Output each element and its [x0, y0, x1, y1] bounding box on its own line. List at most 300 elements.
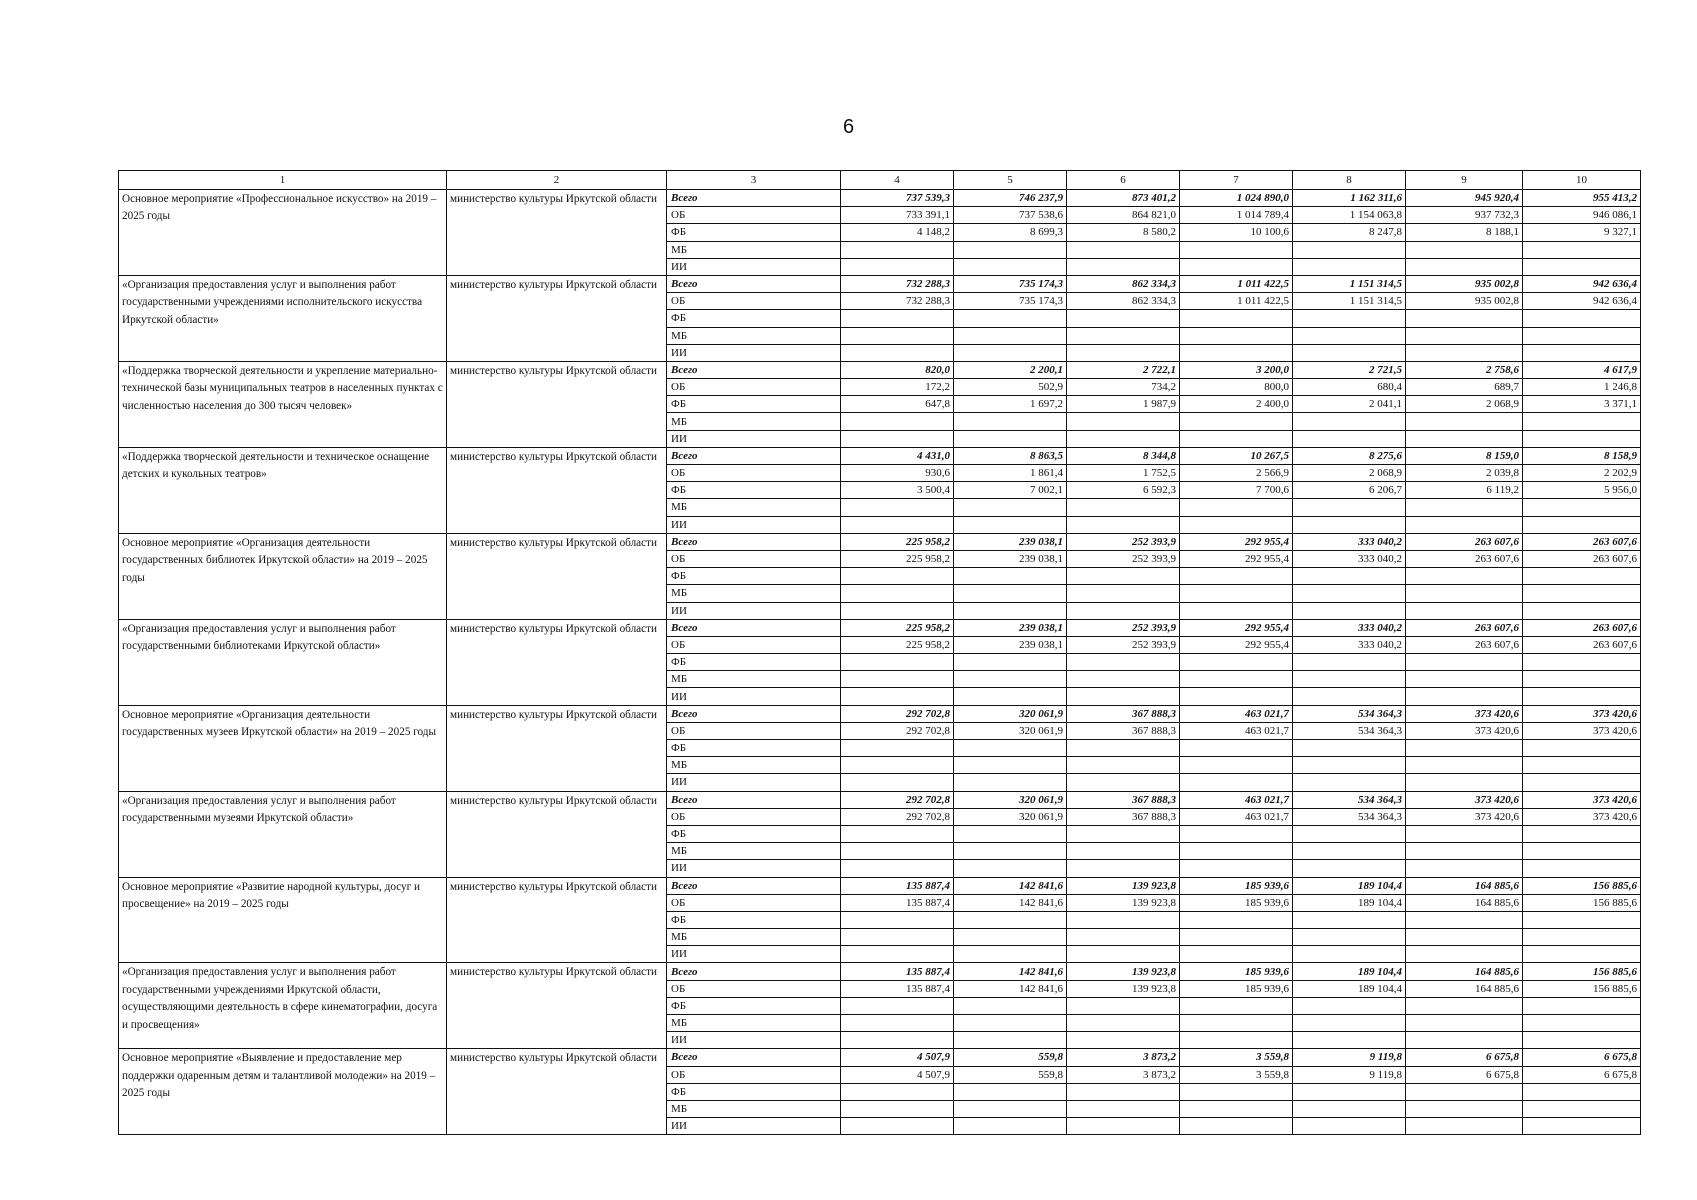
- amount-cell: [1180, 757, 1293, 774]
- amount-cell: [1180, 602, 1293, 619]
- amount-cell: [841, 654, 954, 671]
- amount-cell: 142 841,6: [954, 963, 1067, 980]
- amount-cell: 292 702,8: [841, 791, 954, 808]
- executor: министерство культуры Иркутской области: [447, 963, 667, 1049]
- amount-cell: [1293, 499, 1406, 516]
- amount-cell: 189 104,4: [1293, 877, 1406, 894]
- amount-cell: 1 151 314,5: [1293, 275, 1406, 292]
- amount-cell: 292 702,8: [841, 722, 954, 739]
- table-row: [119, 705, 1641, 722]
- executor: министерство культуры Иркутской области: [447, 447, 667, 533]
- funding-source: ИИ: [667, 688, 841, 705]
- amount-cell: [1293, 774, 1406, 791]
- amount-cell: 534 364,3: [1293, 705, 1406, 722]
- amount-cell: [1293, 310, 1406, 327]
- amount-cell: 4 507,9: [841, 1049, 954, 1066]
- funding-source: ОБ: [667, 894, 841, 911]
- amount-cell: [1180, 843, 1293, 860]
- amount-cell: 9 119,8: [1293, 1049, 1406, 1066]
- amount-cell: 559,8: [954, 1066, 1067, 1083]
- amount-cell: [1293, 258, 1406, 275]
- amount-cell: 734,2: [1067, 379, 1180, 396]
- amount-cell: [954, 430, 1067, 447]
- amount-cell: 2 068,9: [1406, 396, 1523, 413]
- amount-cell: [1406, 1100, 1523, 1117]
- amount-cell: 732 288,3: [841, 293, 954, 310]
- amount-cell: 142 841,6: [954, 980, 1067, 997]
- funding-source: ФБ: [667, 654, 841, 671]
- amount-cell: 733 391,1: [841, 207, 954, 224]
- amount-cell: [841, 911, 954, 928]
- amount-cell: 9 119,8: [1293, 1066, 1406, 1083]
- funding-source: ФБ: [667, 825, 841, 842]
- executor: министерство культуры Иркутской области: [447, 533, 667, 619]
- page-number: 6: [842, 116, 855, 138]
- amount-cell: [1293, 946, 1406, 963]
- amount-cell: 10 267,5: [1180, 447, 1293, 464]
- amount-cell: 4 507,9: [841, 1066, 954, 1083]
- amount-cell: 373 420,6: [1406, 808, 1523, 825]
- amount-cell: [1067, 327, 1180, 344]
- amount-cell: [1523, 327, 1641, 344]
- amount-cell: 6 592,3: [1067, 482, 1180, 499]
- column-number: 9: [1406, 171, 1523, 190]
- amount-cell: [1293, 757, 1406, 774]
- funding-source: ФБ: [667, 568, 841, 585]
- amount-cell: 2 200,1: [954, 361, 1067, 378]
- funding-source: ОБ: [667, 465, 841, 482]
- table-row: [119, 361, 1641, 378]
- amount-cell: [1523, 344, 1641, 361]
- funding-source: МБ: [667, 671, 841, 688]
- amount-cell: 164 885,6: [1406, 980, 1523, 997]
- table-row: [119, 275, 1641, 292]
- amount-cell: [1067, 568, 1180, 585]
- amount-cell: [1067, 602, 1180, 619]
- amount-cell: [1067, 516, 1180, 533]
- amount-cell: 2 202,9: [1523, 465, 1641, 482]
- column-number: 7: [1180, 171, 1293, 190]
- amount-cell: [841, 241, 954, 258]
- amount-cell: [841, 671, 954, 688]
- executor: министерство культуры Иркутской области: [447, 619, 667, 705]
- amount-cell: [1523, 671, 1641, 688]
- amount-cell: [841, 310, 954, 327]
- funding-source: Всего: [667, 1049, 841, 1066]
- amount-cell: [1406, 997, 1523, 1014]
- amount-cell: [1406, 774, 1523, 791]
- amount-cell: 2 721,5: [1293, 361, 1406, 378]
- amount-cell: 2 039,8: [1406, 465, 1523, 482]
- amount-cell: 463 021,7: [1180, 705, 1293, 722]
- funding-source: Всего: [667, 963, 841, 980]
- amount-cell: [1067, 241, 1180, 258]
- amount-cell: 373 420,6: [1406, 705, 1523, 722]
- funding-source: ФБ: [667, 997, 841, 1014]
- amount-cell: [954, 774, 1067, 791]
- amount-cell: [1293, 671, 1406, 688]
- amount-cell: 463 021,7: [1180, 722, 1293, 739]
- amount-cell: 1 024 890,0: [1180, 190, 1293, 207]
- amount-cell: [841, 946, 954, 963]
- amount-cell: 367 888,3: [1067, 705, 1180, 722]
- funding-source: ИИ: [667, 602, 841, 619]
- amount-cell: [1406, 258, 1523, 275]
- amount-cell: [1523, 258, 1641, 275]
- amount-cell: [1523, 516, 1641, 533]
- amount-cell: [954, 499, 1067, 516]
- funding-source: ФБ: [667, 224, 841, 241]
- amount-cell: [1067, 671, 1180, 688]
- funding-source: Всего: [667, 533, 841, 550]
- funding-source: ИИ: [667, 344, 841, 361]
- amount-cell: 239 038,1: [954, 533, 1067, 550]
- amount-cell: 737 539,3: [841, 190, 954, 207]
- amount-cell: [1406, 413, 1523, 430]
- amount-cell: [1523, 825, 1641, 842]
- amount-cell: [1406, 654, 1523, 671]
- amount-cell: 185 939,6: [1180, 963, 1293, 980]
- table-row: [119, 791, 1641, 808]
- amount-cell: [1067, 585, 1180, 602]
- budget-table: [118, 170, 1641, 1135]
- amount-cell: [1180, 825, 1293, 842]
- amount-cell: [1293, 997, 1406, 1014]
- amount-cell: 935 002,8: [1406, 293, 1523, 310]
- amount-cell: 156 885,6: [1523, 894, 1641, 911]
- amount-cell: [1406, 516, 1523, 533]
- amount-cell: 1 987,9: [1067, 396, 1180, 413]
- amount-cell: [841, 585, 954, 602]
- amount-cell: [1067, 1032, 1180, 1049]
- amount-cell: [1293, 860, 1406, 877]
- amount-cell: [1180, 516, 1293, 533]
- measure-name: «Организация предоставления услуг и выполнения работ государственными учреждениями Иркутской области, осуществляющими деятельность в сфере кинематографии, досуга и просвещения»: [119, 963, 447, 1049]
- amount-cell: [841, 740, 954, 757]
- amount-cell: 172,2: [841, 379, 954, 396]
- amount-cell: [1180, 654, 1293, 671]
- amount-cell: [1293, 1118, 1406, 1135]
- amount-cell: [1180, 1015, 1293, 1032]
- amount-cell: 164 885,6: [1406, 877, 1523, 894]
- amount-cell: [1406, 430, 1523, 447]
- amount-cell: [841, 327, 954, 344]
- amount-cell: [1067, 1083, 1180, 1100]
- amount-cell: [1406, 310, 1523, 327]
- amount-cell: 139 923,8: [1067, 894, 1180, 911]
- funding-source: ОБ: [667, 207, 841, 224]
- amount-cell: [1067, 688, 1180, 705]
- amount-cell: 534 364,3: [1293, 791, 1406, 808]
- funding-source: МБ: [667, 929, 841, 946]
- funding-source: ОБ: [667, 722, 841, 739]
- amount-cell: 942 636,4: [1523, 293, 1641, 310]
- funding-source: МБ: [667, 585, 841, 602]
- amount-cell: [1180, 997, 1293, 1014]
- amount-cell: [1523, 1083, 1641, 1100]
- amount-cell: [1406, 671, 1523, 688]
- executor: министерство культуры Иркутской области: [447, 275, 667, 361]
- amount-cell: [1523, 241, 1641, 258]
- amount-cell: [1523, 688, 1641, 705]
- amount-cell: [1293, 843, 1406, 860]
- table-body: [119, 190, 1641, 1135]
- amount-cell: [954, 1015, 1067, 1032]
- amount-cell: [841, 688, 954, 705]
- column-number: 3: [667, 171, 841, 190]
- amount-cell: [1293, 929, 1406, 946]
- funding-source: ИИ: [667, 860, 841, 877]
- amount-cell: [1293, 568, 1406, 585]
- amount-cell: 5 956,0: [1523, 482, 1641, 499]
- amount-cell: [1523, 585, 1641, 602]
- amount-cell: [1180, 241, 1293, 258]
- executor: министерство культуры Иркутской области: [447, 1049, 667, 1135]
- amount-cell: [954, 671, 1067, 688]
- amount-cell: [1180, 774, 1293, 791]
- executor: министерство культуры Иркутской области: [447, 190, 667, 276]
- amount-cell: 292 955,4: [1180, 636, 1293, 653]
- amount-cell: [1180, 911, 1293, 928]
- amount-cell: [1180, 740, 1293, 757]
- funding-source: ФБ: [667, 1083, 841, 1100]
- column-number: 8: [1293, 171, 1406, 190]
- amount-cell: [1067, 430, 1180, 447]
- amount-cell: 8 275,6: [1293, 447, 1406, 464]
- amount-cell: [1523, 929, 1641, 946]
- amount-cell: [1293, 602, 1406, 619]
- amount-cell: [1523, 997, 1641, 1014]
- amount-cell: [954, 654, 1067, 671]
- funding-source: Всего: [667, 877, 841, 894]
- amount-cell: 333 040,2: [1293, 550, 1406, 567]
- amount-cell: 6 675,8: [1406, 1066, 1523, 1083]
- amount-cell: [1067, 757, 1180, 774]
- amount-cell: 373 420,6: [1523, 705, 1641, 722]
- amount-cell: 735 174,3: [954, 275, 1067, 292]
- funding-source: ФБ: [667, 482, 841, 499]
- amount-cell: [841, 1083, 954, 1100]
- amount-cell: [954, 825, 1067, 842]
- amount-cell: 463 021,7: [1180, 808, 1293, 825]
- amount-cell: [1293, 740, 1406, 757]
- amount-cell: 156 885,6: [1523, 877, 1641, 894]
- amount-cell: [954, 568, 1067, 585]
- amount-cell: 252 393,9: [1067, 636, 1180, 653]
- amount-cell: [1180, 585, 1293, 602]
- amount-cell: [954, 1032, 1067, 1049]
- amount-cell: 252 393,9: [1067, 550, 1180, 567]
- amount-cell: 135 887,4: [841, 894, 954, 911]
- amount-cell: [1067, 654, 1180, 671]
- amount-cell: 239 038,1: [954, 550, 1067, 567]
- amount-cell: [1523, 310, 1641, 327]
- amount-cell: 9 327,1: [1523, 224, 1641, 241]
- amount-cell: [1406, 1032, 1523, 1049]
- amount-cell: [1406, 585, 1523, 602]
- amount-cell: [1180, 499, 1293, 516]
- amount-cell: 3 371,1: [1523, 396, 1641, 413]
- amount-cell: [1293, 430, 1406, 447]
- amount-cell: [1067, 860, 1180, 877]
- amount-cell: 735 174,3: [954, 293, 1067, 310]
- column-number: 5: [954, 171, 1067, 190]
- funding-source: Всего: [667, 190, 841, 207]
- funding-source: ИИ: [667, 946, 841, 963]
- amount-cell: [841, 843, 954, 860]
- amount-cell: [1067, 911, 1180, 928]
- amount-cell: [954, 310, 1067, 327]
- amount-cell: [1406, 568, 1523, 585]
- amount-cell: 1 162 311,6: [1293, 190, 1406, 207]
- executor: министерство культуры Иркутской области: [447, 791, 667, 877]
- amount-cell: [1180, 1118, 1293, 1135]
- amount-cell: 2 400,0: [1180, 396, 1293, 413]
- amount-cell: 142 841,6: [954, 894, 1067, 911]
- amount-cell: 225 958,2: [841, 619, 954, 636]
- amount-cell: 292 955,4: [1180, 619, 1293, 636]
- amount-cell: [1067, 997, 1180, 1014]
- amount-cell: 6 675,8: [1523, 1049, 1641, 1066]
- amount-cell: [1180, 413, 1293, 430]
- amount-cell: 373 420,6: [1406, 791, 1523, 808]
- amount-cell: 946 086,1: [1523, 207, 1641, 224]
- funding-source: МБ: [667, 327, 841, 344]
- amount-cell: [1406, 757, 1523, 774]
- amount-cell: [1523, 654, 1641, 671]
- amount-cell: 7 700,6: [1180, 482, 1293, 499]
- amount-cell: 930,6: [841, 465, 954, 482]
- amount-cell: 263 607,6: [1523, 619, 1641, 636]
- amount-cell: [1293, 413, 1406, 430]
- amount-cell: 139 923,8: [1067, 877, 1180, 894]
- amount-cell: [1406, 843, 1523, 860]
- funding-source: ОБ: [667, 980, 841, 997]
- amount-cell: 3 500,4: [841, 482, 954, 499]
- amount-cell: [1067, 843, 1180, 860]
- amount-cell: [954, 585, 1067, 602]
- amount-cell: [841, 774, 954, 791]
- amount-cell: 2 566,9: [1180, 465, 1293, 482]
- amount-cell: [841, 929, 954, 946]
- amount-cell: [1293, 344, 1406, 361]
- column-number-row: [119, 171, 1641, 190]
- amount-cell: [841, 860, 954, 877]
- amount-cell: 292 955,4: [1180, 550, 1293, 567]
- amount-cell: 8 188,1: [1406, 224, 1523, 241]
- amount-cell: 139 923,8: [1067, 963, 1180, 980]
- amount-cell: 463 021,7: [1180, 791, 1293, 808]
- amount-cell: 263 607,6: [1523, 550, 1641, 567]
- amount-cell: [954, 1118, 1067, 1135]
- amount-cell: [954, 997, 1067, 1014]
- amount-cell: 6 675,8: [1523, 1066, 1641, 1083]
- amount-cell: 935 002,8: [1406, 275, 1523, 292]
- amount-cell: 373 420,6: [1523, 722, 1641, 739]
- amount-cell: [1067, 344, 1180, 361]
- amount-cell: 864 821,0: [1067, 207, 1180, 224]
- amount-cell: [954, 327, 1067, 344]
- amount-cell: [1406, 499, 1523, 516]
- funding-source: ОБ: [667, 550, 841, 567]
- amount-cell: 1 011 422,5: [1180, 275, 1293, 292]
- funding-source: МБ: [667, 757, 841, 774]
- executor: министерство культуры Иркутской области: [447, 877, 667, 963]
- amount-cell: [1067, 499, 1180, 516]
- amount-cell: [1067, 740, 1180, 757]
- amount-cell: 737 538,6: [954, 207, 1067, 224]
- amount-cell: 680,4: [1293, 379, 1406, 396]
- amount-cell: [1293, 241, 1406, 258]
- table-row: [119, 1049, 1641, 1066]
- amount-cell: [1523, 757, 1641, 774]
- amount-cell: [1523, 860, 1641, 877]
- amount-cell: 955 413,2: [1523, 190, 1641, 207]
- amount-cell: [841, 602, 954, 619]
- amount-cell: 239 038,1: [954, 636, 1067, 653]
- measure-name: Основное мероприятие «Выявление и предоставление мер поддержки одаренным детям и талантливой молодежи» на 2019 – 2025 годы: [119, 1049, 447, 1135]
- amount-cell: 189 104,4: [1293, 894, 1406, 911]
- amount-cell: [841, 825, 954, 842]
- amount-cell: [954, 757, 1067, 774]
- amount-cell: 534 364,3: [1293, 808, 1406, 825]
- amount-cell: [1180, 327, 1293, 344]
- amount-cell: 1 011 422,5: [1180, 293, 1293, 310]
- funding-source: ИИ: [667, 774, 841, 791]
- amount-cell: [1523, 1032, 1641, 1049]
- amount-cell: 333 040,2: [1293, 619, 1406, 636]
- amount-cell: 164 885,6: [1406, 894, 1523, 911]
- amount-cell: [1180, 310, 1293, 327]
- amount-cell: 1 752,5: [1067, 465, 1180, 482]
- amount-cell: 2 722,1: [1067, 361, 1180, 378]
- amount-cell: 292 955,4: [1180, 533, 1293, 550]
- amount-cell: 3 559,8: [1180, 1066, 1293, 1083]
- table-row: [119, 533, 1641, 550]
- amount-cell: 8 158,9: [1523, 447, 1641, 464]
- table-row: [119, 447, 1641, 464]
- amount-cell: [1523, 430, 1641, 447]
- amount-cell: 164 885,6: [1406, 963, 1523, 980]
- amount-cell: [1293, 1032, 1406, 1049]
- amount-cell: [1067, 310, 1180, 327]
- amount-cell: 800,0: [1180, 379, 1293, 396]
- amount-cell: 367 888,3: [1067, 791, 1180, 808]
- table-row: [119, 619, 1641, 636]
- amount-cell: [1293, 825, 1406, 842]
- amount-cell: 4 617,9: [1523, 361, 1641, 378]
- amount-cell: [1293, 1100, 1406, 1117]
- amount-cell: 135 887,4: [841, 963, 954, 980]
- amount-cell: [1406, 241, 1523, 258]
- amount-cell: [1067, 1118, 1180, 1135]
- table-row: [119, 190, 1641, 207]
- amount-cell: [1406, 602, 1523, 619]
- amount-cell: 8 159,0: [1406, 447, 1523, 464]
- amount-cell: 4 431,0: [841, 447, 954, 464]
- amount-cell: [841, 516, 954, 533]
- column-number: 2: [447, 171, 667, 190]
- amount-cell: [954, 258, 1067, 275]
- amount-cell: [1293, 327, 1406, 344]
- amount-cell: 3 200,0: [1180, 361, 1293, 378]
- amount-cell: [954, 740, 1067, 757]
- column-number: 4: [841, 171, 954, 190]
- funding-source: ОБ: [667, 379, 841, 396]
- executor: министерство культуры Иркутской области: [447, 361, 667, 447]
- amount-cell: [1523, 843, 1641, 860]
- amount-cell: 6 119,2: [1406, 482, 1523, 499]
